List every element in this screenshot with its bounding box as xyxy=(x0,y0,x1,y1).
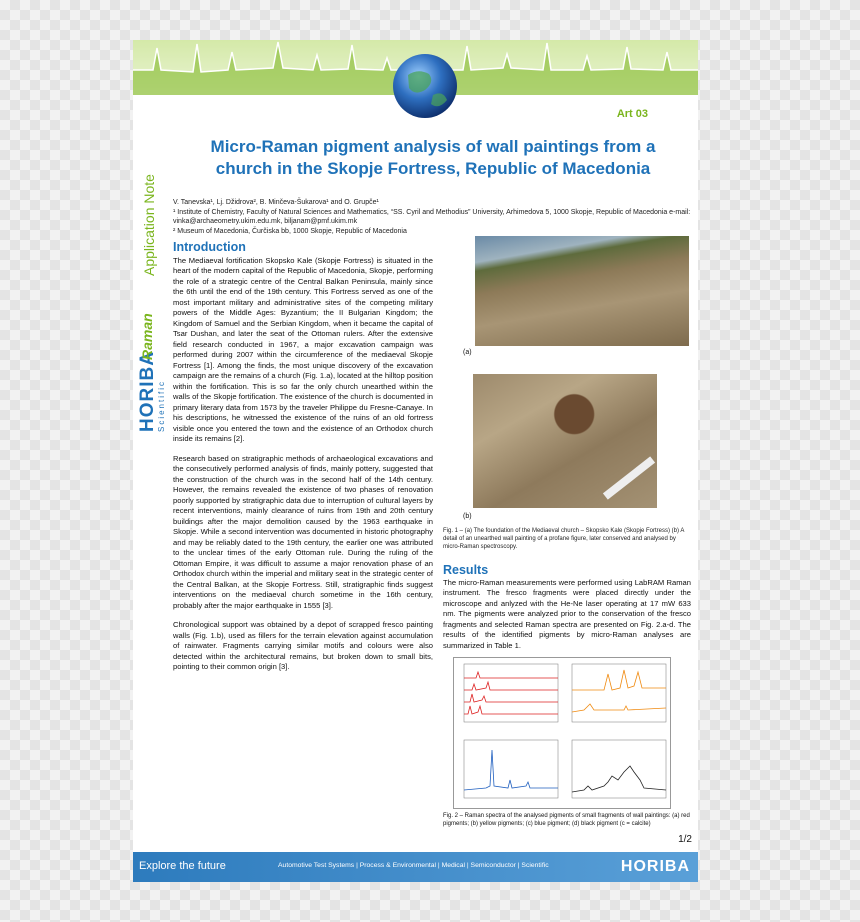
spectrum-panel-a xyxy=(456,660,562,732)
footer-business-areas: Automotive Test Systems | Process & Environmental | Medical | Semiconductor | Scientific xyxy=(278,862,549,869)
document-page xyxy=(133,40,698,882)
sidebar-brand xyxy=(133,140,171,470)
results-paragraph: The micro-Raman measurements were performed using LabRAM Raman instrument. The fresco fragments were placed directly under the microscope and anlyzed with the He-Ne laser operating at 17 mW 633 nm. The pigments were analyzed prior to the conservation of the fresco fragments and selected Raman spectra are presented on Fig. 2.a-d. The results of the identified pigments by micro-Raman analyses are summarized in Table 1. xyxy=(443,577,691,650)
figure-2-caption: Fig. 2 – Raman spectra of the analysed pigments of small fragments of wall paintings: (a) red pigments; (b) yellow pigments; (c) blue pigment; (d) black pigment (c = calcite) xyxy=(443,813,690,827)
intro-paragraph-3: Chronological support was obtained by a depot of scrapped fresco painting walls (Fig. 1.b), used as fillers for the terrain elevation against accumulation of rainwater. Fragments carrying similar motifs and colours were also detected within the architectural remains, but broken down to small bits, pointing to their common origin [3]. xyxy=(173,620,433,671)
spectrum-panel-d xyxy=(564,736,670,808)
results-heading: Results xyxy=(443,563,489,577)
spectrum-panel-c xyxy=(456,736,562,808)
author-block xyxy=(173,198,693,236)
header-banner xyxy=(133,40,698,132)
introduction-heading: Introduction xyxy=(173,240,246,254)
author-names: V. Tanevska¹, Lj. Džidrova², B. Minčeva-Šukarova¹ and O. Grupče¹ xyxy=(173,199,379,206)
spectrum-panel-b xyxy=(564,660,670,732)
intro-paragraph-1: The Mediaeval fortification Skopsko Kale (Skopje Fortress) is situated in the heart of the modern capital of the Republic of Macedonia, Skopje, performing the role of a strategic centre of the Central Balkan Peninsula, mainly since the 6th until the end of the 19th century. This Fortress served as one of the most important military and administrative sites of the competing military powers of the Middle Ages: Byzantium; the II Bulgarian Kingdom; the Kingdom of Samuel and the Serbian Kingdom, when it became the capital of Tsar Dushan, and later the seat of the Ottoman rulers. After the extensive field research conducted in 1967, a major excavation campaign was performed during 2007 within the circumference of the mediaeval Skopje Fortress [1]. Among the finds, the most unique discovery of the excavation campaign are the remains of a church (Fig. 1.a), located at the hilltop position within the fortification. This is so far the only church unearthed within the walls of the Skopje fortification. The existence of the church is documented in primary literary data from 1573 by the traveler Philippe du Fresne-Canaye. In his descriptions, he witnessed the existence of the ruins of an old fortress visible once you entered the town and the existence of an Orthodox church inside its remains [2]. xyxy=(173,255,434,443)
fig1-label-a: (a) xyxy=(463,349,472,356)
figure-1-caption: Fig. 1 – (a) The foundation of the Mediaeval church – Skopsko Kale (Skopje Fortress) (b) A detail of an unearthed wall painting of a profane figure, later conserved and analysed by micro-Raman spectroscopy. xyxy=(443,528,685,550)
article-number: Art 03 xyxy=(616,108,648,120)
affiliation-1: ¹ Institute of Chemistry, Faculty of Natural Sciences and Mathematics, “SS. Cyril and Methodius” University, Arhimedova 5, 1000 Skopje, Republic of Macedonia e-mail: vinka@archaeometry.ukim.edu.mk, biljanam@pmf.ukim.mk xyxy=(173,208,691,225)
footer-brand-logo: HORIBA xyxy=(620,858,690,875)
wall-painting-photo xyxy=(473,374,657,508)
affiliation-2: ² Museum of Macedonia, Čurčiska bb, 1000 Skopje, Republic of Macedonia xyxy=(173,227,407,235)
footer-bar xyxy=(133,852,698,882)
introduction-column xyxy=(173,242,433,682)
raman-spectra-figure xyxy=(453,657,671,809)
raman-label-vertical: Raman xyxy=(139,313,155,360)
footer-slogan: Explore the future xyxy=(139,860,226,872)
page-title: Micro-Raman pigment analysis of wall paintings from a church in the Skopje Fortress, Republic of Macedonia xyxy=(210,137,656,178)
results-section xyxy=(443,565,691,651)
brand-sub-vertical: Scientific xyxy=(157,379,166,432)
page-number: 1/2 xyxy=(678,834,692,845)
app-note-label-vertical: Application Note xyxy=(141,174,157,276)
church-foundation-photo xyxy=(475,236,689,346)
brand-logo-vertical: HORIBA xyxy=(137,351,158,432)
fig1-label-b: (b) xyxy=(463,513,472,520)
intro-paragraph-2: Research based on stratigraphic methods of archaeological excavations and the consecutively performed analysis of finds, mainly pottery, suggested that the construction of the church was in the second half of the 14th century. However, the remains revealed the existence of two phases of renovation poorly supported by stratigraphic data due to interruption of cultural layers by recent interventions, mainly clearance of ruins from 19th and 20th century buildings after the major demolition caused by the 1963 earthquake in Skopje. While a second intervention was documented in historic photography and may be reliably dated to the 19th century, the earlier one was attributed to the unclear times of the early Ottoman rule. During the ruling of the Ottoman Empire, it was difficult to assume a major renovation phase of an Orthodox church within the imperial and military seat in the strategic center of the Central Balkan, at the Skopje Fortress. Still, stratigraphic finds suggest interventions on the mediaeval church sometime in the 16th century, probably after the major earthquake in 1555 [3]. xyxy=(173,453,433,610)
